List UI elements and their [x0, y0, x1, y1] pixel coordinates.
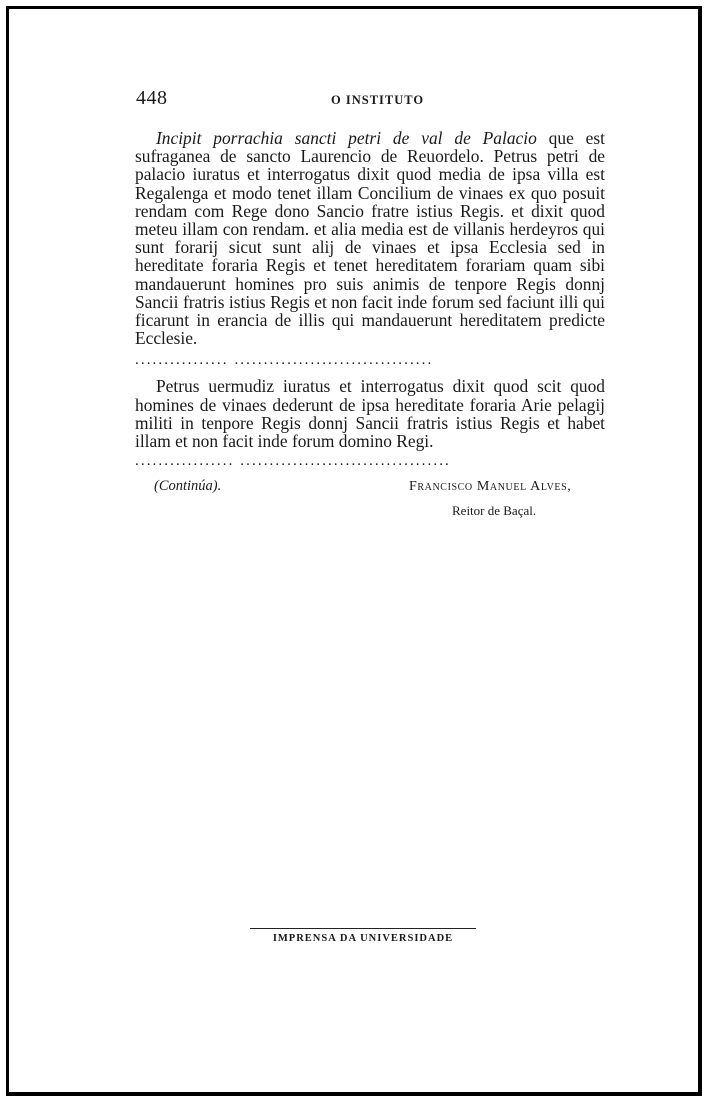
page-number: 448	[136, 87, 168, 109]
body-text	[135, 129, 605, 468]
author-title: Reitor de Baçal.	[452, 503, 537, 518]
page-header	[136, 87, 606, 111]
footer-rule	[250, 928, 476, 929]
printer-imprint: IMPRENSA DA UNIVERSIDADE	[272, 933, 454, 944]
ellipsis-line-2: ................. ....................................	[135, 454, 451, 469]
paragraph-1-lead: Incipit porrachia sancti petri de val de Palacio	[156, 128, 537, 148]
ellipsis-line-1: ................ ..................................	[135, 353, 434, 368]
author-name: Francisco Manuel Alves,	[409, 479, 572, 494]
continued-note: (Continúa).	[154, 478, 222, 494]
running-title: O INSTITUTO	[331, 93, 425, 107]
paragraph-1-text: que est sufraganea de sancto Laurencio de Reuordelo. Petrus petri de palacio iuratus et interrogatus dixit quod media de ipsa villa est Regalenga et modo tenet illam Concilium de vinaes ex quo posuit rendam com Rege dono Sancio fratre istius Regis. et dixit quod meteu illam con rendam. et alia media est de villanis herdeyros qui sunt forarij sicut sunt alij de vinaes et ipsa Ecclesia sed in hereditate foraria Regis et tenet hereditatem forariam quam sibi mandauerunt homines pro suis animis de tenpore Regis donnj Sancii fratris istius Regis et non facit inde forum sed faciunt illi qui ficarunt in erancia de illis qui mandauerunt hereditatem predicte Ecclesie.	[135, 128, 605, 349]
paragraph-1	[135, 129, 605, 347]
paragraph-2: Petrus uermudiz iuratus et interrogatus dixit quod scit quod homines de vinaes dederunt de ipsa hereditate foraria Arie pelagij militi in tenpore Regis donnj Sancii fratris istius Regis et habet illam et non facit inde forum domino Regi.	[135, 376, 605, 452]
